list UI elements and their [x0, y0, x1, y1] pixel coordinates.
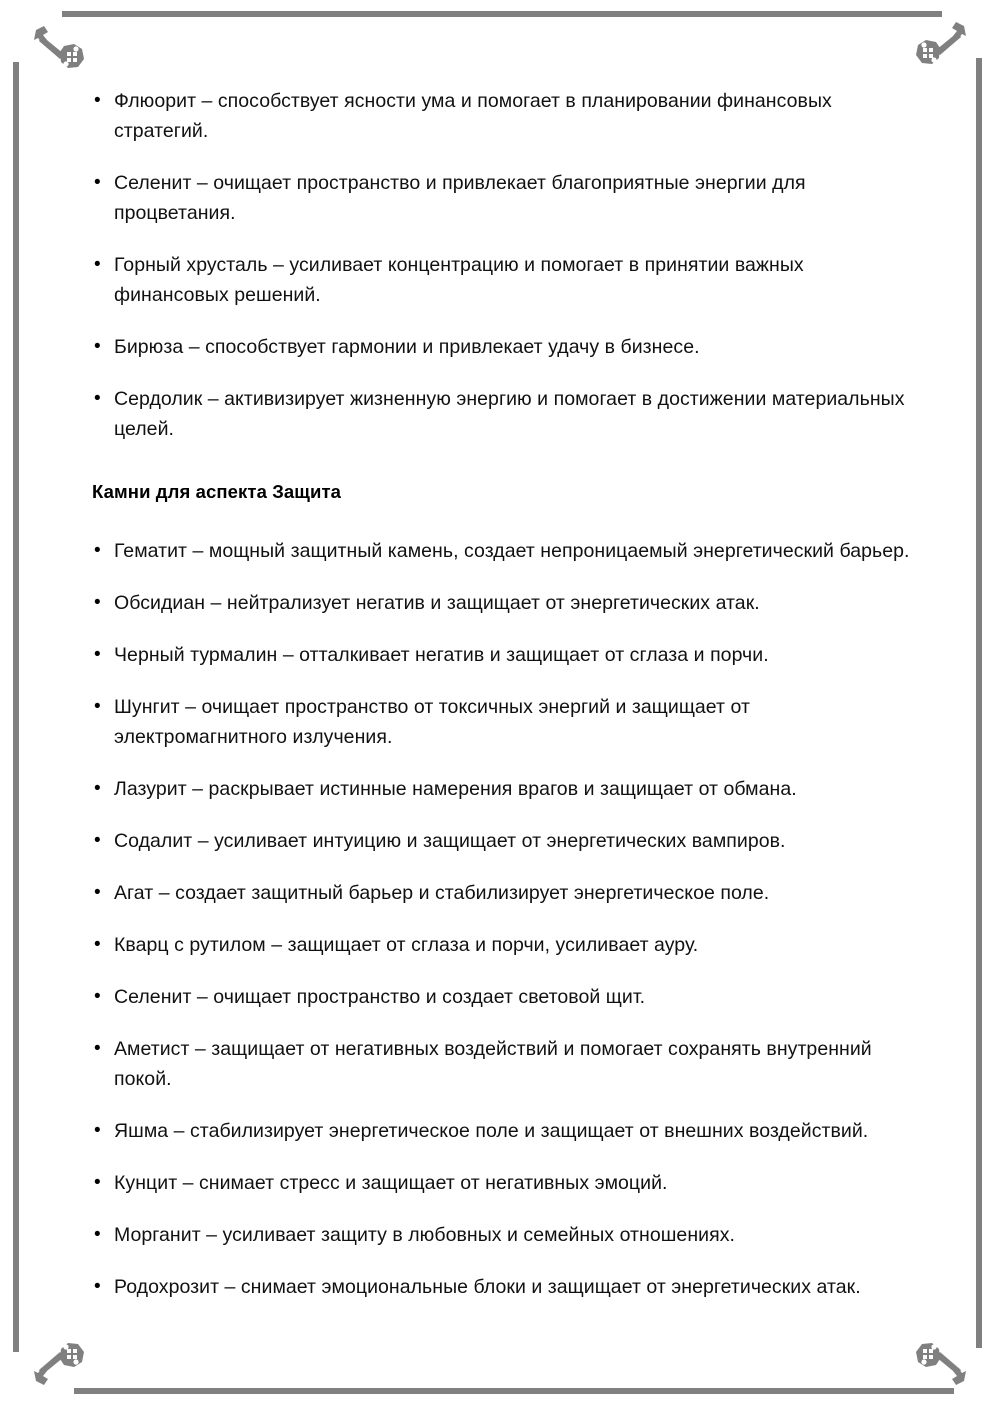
list-item [90, 588, 920, 618]
key-ornament-bottom-left [30, 1325, 94, 1389]
list-item [90, 826, 920, 856]
bullet-icon: • [94, 1038, 101, 1059]
list-item [90, 1116, 920, 1146]
list-item-text: Гематит – мощный защитный камень, создает непроницаемый энергетический барьер. [114, 540, 910, 562]
list-item-text: Содалит – усиливает интуицию и защищает от энергетических вампиров. [114, 830, 786, 852]
list-item-text: Морганит – усиливает защиту в любовных и семейных отношениях. [114, 1224, 735, 1246]
list-item [90, 774, 920, 804]
bullet-icon: • [94, 592, 101, 613]
bullet-icon: • [94, 1224, 101, 1245]
bullet-icon: • [94, 644, 101, 665]
bullet-icon: • [94, 540, 101, 561]
list-item [90, 982, 920, 1012]
list-item-text: Яшма – стабилизирует энергетическое поле и защищает от внешних воздействий. [114, 1120, 869, 1142]
list-item [90, 930, 920, 960]
list-item [90, 692, 920, 752]
bullet-icon: • [94, 90, 101, 111]
frame-line-right [976, 58, 982, 1348]
list-item-text: Аметист – защищает от негативных воздействий и помогает сохранять внутренний покой. [114, 1038, 872, 1090]
frame-line-bottom [74, 1388, 954, 1394]
list-item-text: Шунгит – очищает пространство от токсичных энергий и защищает от электромагнитного излучения. [114, 696, 750, 748]
list-item-text: Бирюза – способствует гармонии и привлекает удачу в бизнесе. [114, 336, 700, 358]
list-item [90, 168, 920, 228]
list-item-text: Родохрозит – снимает эмоциональные блоки и защищает от энергетических атак. [114, 1276, 861, 1298]
list-item [90, 384, 920, 444]
bullet-icon: • [94, 1172, 101, 1193]
list-item-text: Сердолик – активизирует жизненную энергию и помогает в достижении материальных целей. [114, 388, 905, 440]
bullet-icon: • [94, 172, 101, 193]
list-item [90, 332, 920, 362]
bullet-icon: • [94, 1120, 101, 1141]
list-item-text: Кварц с рутилом – защищает от сглаза и порчи, усиливает ауру. [114, 934, 699, 956]
bullet-icon: • [94, 882, 101, 903]
bullet-icon: • [94, 254, 101, 275]
key-ornament-bottom-right [906, 1325, 970, 1389]
list-item [90, 1034, 920, 1094]
bullet-icon: • [94, 986, 101, 1007]
section-heading: Камни для аспекта Защита [92, 481, 342, 502]
frame-line-top [62, 11, 942, 17]
bullet-icon: • [94, 778, 101, 799]
list-item [90, 536, 920, 566]
key-ornament-top-left [30, 22, 94, 86]
list-item-text: Горный хрусталь – усиливает концентрацию и помогает в принятии важных финансовых решений. [114, 254, 804, 306]
list-item-text: Агат – создает защитный барьер и стабилизирует энергетическое поле. [114, 882, 770, 904]
list-item [90, 250, 920, 310]
stone-list-protection [90, 536, 920, 1302]
bullet-icon: • [94, 388, 101, 409]
list-item-text: Кунцит – снимает стресс и защищает от негативных эмоций. [114, 1172, 668, 1194]
list-item [90, 878, 920, 908]
list-item [90, 1220, 920, 1250]
bullet-icon: • [94, 934, 101, 955]
list-item [90, 640, 920, 670]
list-item-text: Обсидиан – нейтрализует негатив и защищает от энергетических атак. [114, 592, 760, 614]
list-item-text: Флюорит – способствует ясности ума и помогает в планировании финансовых стратегий. [114, 90, 832, 142]
document-body [90, 86, 920, 1324]
bullet-icon: • [94, 336, 101, 357]
bullet-icon: • [94, 830, 101, 851]
list-item-text: Лазурит – раскрывает истинные намерения врагов и защищает от обмана. [114, 778, 797, 800]
list-item [90, 1272, 920, 1302]
bullet-icon: • [94, 1276, 101, 1297]
list-item-text: Черный турмалин – отталкивает негатив и защищает от сглаза и порчи. [114, 644, 769, 666]
stone-list-top [90, 86, 920, 444]
key-ornament-top-right [906, 18, 970, 82]
list-item [90, 1168, 920, 1198]
list-item-text: Селенит – очищает пространство и создает световой щит. [114, 986, 646, 1008]
frame-line-left [13, 62, 19, 1352]
bullet-icon: • [94, 696, 101, 717]
list-item [90, 86, 920, 146]
list-item-text: Селенит – очищает пространство и привлекает благоприятные энергии для процветания. [114, 172, 806, 224]
